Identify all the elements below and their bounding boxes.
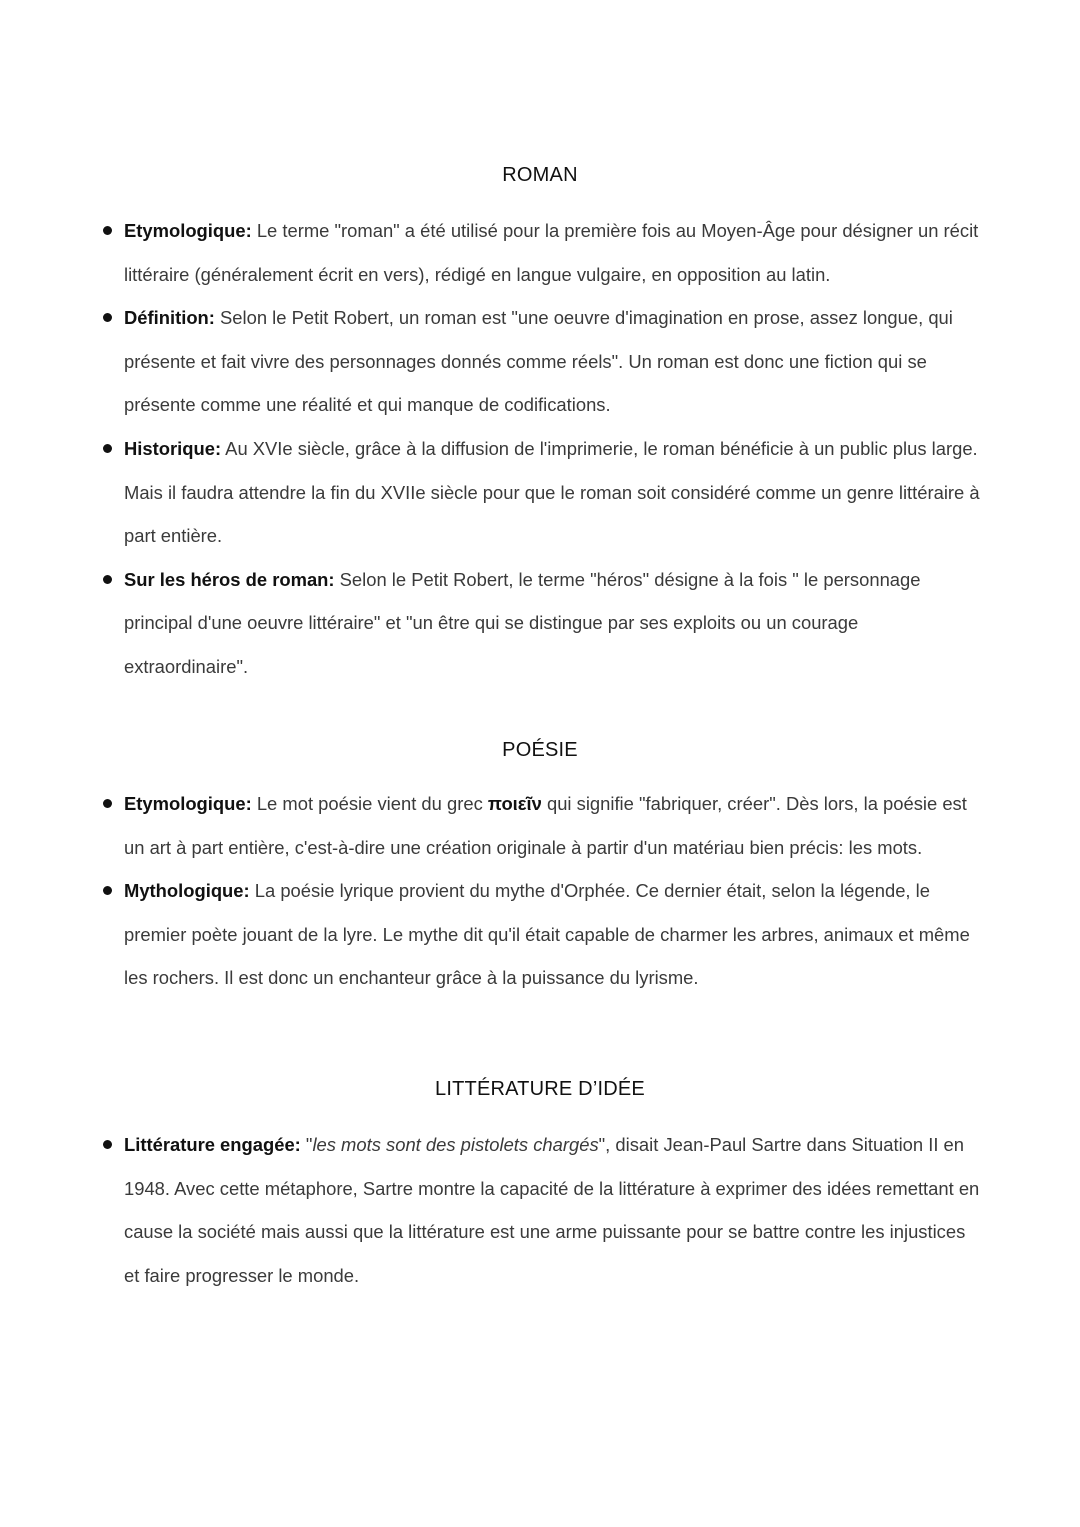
item-term: Etymologique: [124, 793, 252, 814]
list-item [100, 427, 980, 558]
bullet-icon [103, 313, 112, 322]
item-text: Le terme "roman" a été utilisé pour la première fois au Moyen-Âge pour désigner un récit littéraire (généralement écrit en vers), rédigé en langue vulgaire, en opposition au latin. [124, 220, 979, 285]
bullet-icon [103, 886, 112, 895]
poesie-list [100, 782, 980, 1000]
item-text: La poésie lyrique provient du mythe d'Orphée. Ce dernier était, selon la légende, le premier poète jouant de la lyre. Le mythe dit qu'il était capable de charmer les arbres, animaux et même les rochers. Il est donc un enchanteur grâce à la puissance du lyrisme. [124, 880, 970, 989]
list-item [100, 782, 980, 869]
list-item [100, 558, 980, 689]
item-text: ", disait Jean-Paul Sartre dans Situation II en 1948. Avec cette métaphore, Sartre montre la capacité de la littérature à exprimer des idées remettant en cause la société mais aussi que la littérature est une arme puissante pour se battre contre les injustices et faire progresser le monde. [124, 1134, 980, 1286]
roman-list [100, 209, 980, 689]
section-title-roman: ROMAN [502, 164, 578, 186]
item-text: qui signifie "fabriquer, créer". Dès lors, la poésie est un art à part entière, c'est-à-dire une création originale à partir d'un matériau bien précis: les mots. [124, 793, 967, 858]
section-title-litterature: LITTÉRATURE D’IDÉE [435, 1078, 645, 1100]
litterature-list [100, 1123, 980, 1297]
section-title-poesie: POÉSIE [502, 739, 578, 761]
list-item [100, 1123, 980, 1297]
item-term: Mythologique: [124, 880, 250, 902]
bullet-icon [103, 575, 112, 584]
list-item [100, 209, 980, 296]
item-term: Etymologique: [124, 220, 252, 241]
item-term: Définition: [124, 307, 215, 329]
italic-quote: les mots sont des pistolets chargés [312, 1134, 599, 1155]
item-text: Selon le Petit Robert, le terme "héros" désigne à la fois " le personnage principal d'une oeuvre littéraire" et "un être qui se distingue par ses exploits ou un courage extraordinaire". [124, 568, 921, 677]
bullet-icon [103, 226, 112, 235]
item-term: Sur les héros de roman: [124, 568, 335, 590]
item-term: Littérature engagée: [124, 1134, 301, 1155]
item-term: Historique: [124, 437, 222, 459]
item-text: " [300, 1134, 313, 1155]
item-text: Au XVIe siècle, grâce à la diffusion de l'imprimerie, le roman bénéficie à un public plus large. Mais il faudra attendre la fin du XVIIe siècle pour que le roman soit considéré comme un genre littéraire à part entière. [124, 437, 980, 547]
bullet-icon [103, 1140, 112, 1149]
bullet-icon [103, 444, 112, 453]
list-item [100, 869, 980, 1000]
greek-word: ποιεῖν [487, 793, 542, 814]
item-text: Selon le Petit Robert, un roman est "une oeuvre d'imagination en prose, assez longue, qui présente et fait vivre des personnages donnés comme réels". Un roman est donc une fiction qui se présente comme une réalité et qui manque de codifications. [124, 307, 953, 416]
item-text: Le mot poésie vient du grec [251, 793, 488, 814]
list-item [100, 296, 980, 427]
bullet-icon [103, 799, 112, 808]
